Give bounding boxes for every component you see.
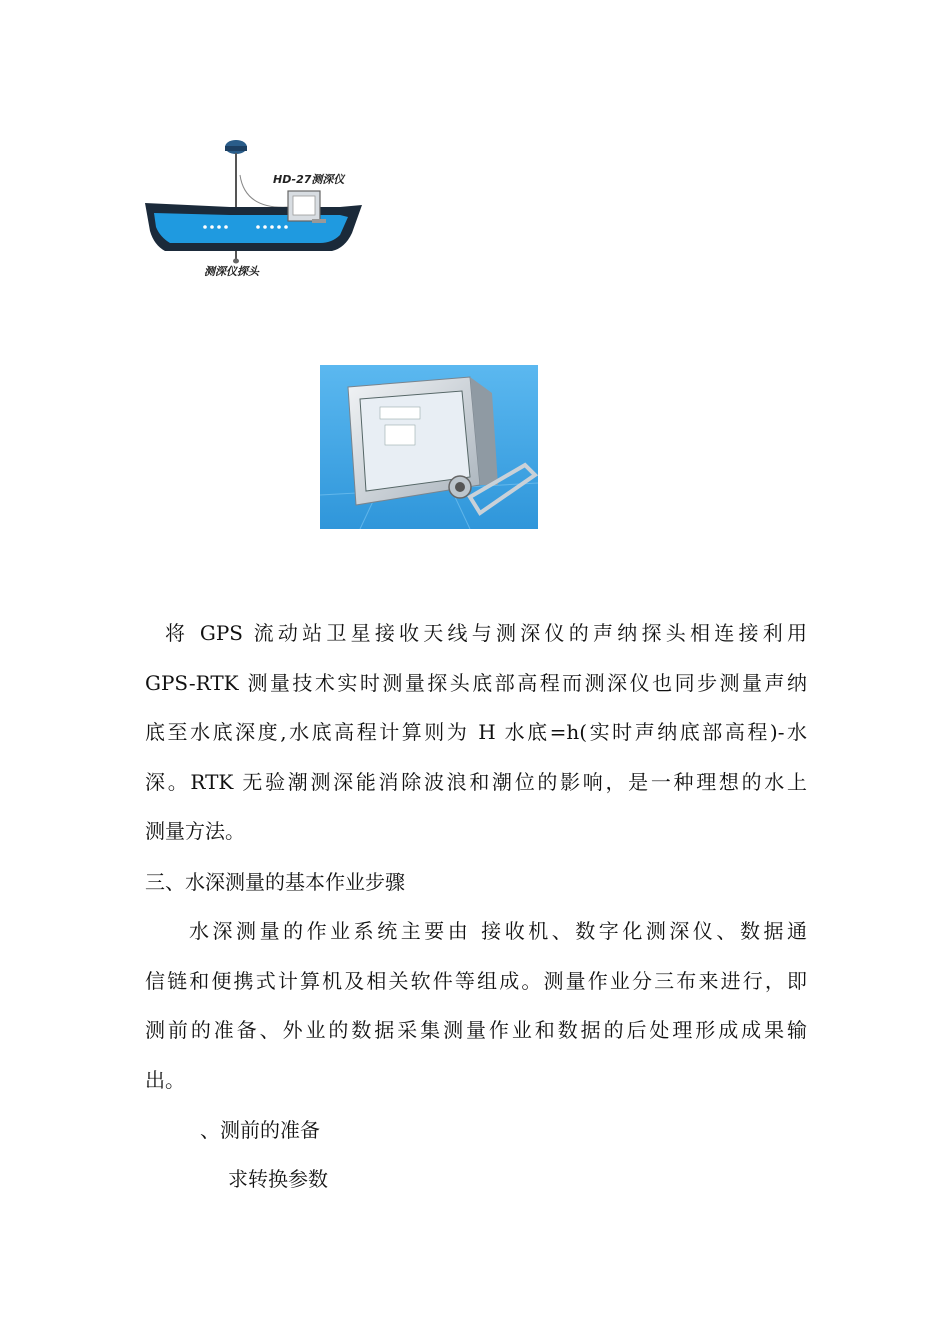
paragraph-line: 测前的准备、外业的数据采集测量作业和数据的后处理形成成果输 — [145, 1018, 807, 1042]
subheading-parameters — [228, 1155, 628, 1205]
paragraph-line: 水深测量的作业系统主要由 接收机、数字化测深仪、数据通 — [189, 919, 807, 943]
boat-sounder-figure — [140, 135, 370, 285]
subheading-text: 求转换参数 — [228, 1167, 328, 1191]
sounder-device-photo — [320, 365, 538, 529]
paragraph-line: 将 GPS 流动站卫星接收天线与测深仪的声纳探头相连接利用 — [165, 621, 807, 645]
subheading-preparation — [200, 1106, 600, 1156]
paragraph-line: 出。 — [145, 1067, 185, 1092]
paragraph-line: GPS-RTK 测量技术实时测量探头底部高程而测深仪也同步测量声纳 — [145, 670, 807, 695]
section-heading — [145, 858, 807, 908]
section-heading-text: 三、水深测量的基本作业步骤 — [145, 870, 405, 894]
paragraph-rtk-intro — [145, 609, 807, 857]
paragraph-line: 信链和便携式计算机及相关软件等组成。测量作业分三布来进行，即 — [145, 968, 807, 993]
device-label: HD-27测深仪 — [273, 173, 345, 186]
paragraph-line: 深。RTK 无验潮测深能消除波浪和潮位的影响，是一种理想的水上 — [145, 769, 807, 794]
device-photo-illustration — [320, 365, 538, 529]
paragraph-line: 底至水底深度,水底高程计算则为 H 水底=h(实时声纳底部高程)-水 — [145, 720, 807, 744]
paragraph-line: 测量方法。 — [145, 819, 245, 843]
paragraph-workflow — [145, 907, 807, 1105]
subheading-text: 、测前的准备 — [200, 1118, 320, 1142]
probe-label: 测深仪探头 — [204, 265, 259, 278]
